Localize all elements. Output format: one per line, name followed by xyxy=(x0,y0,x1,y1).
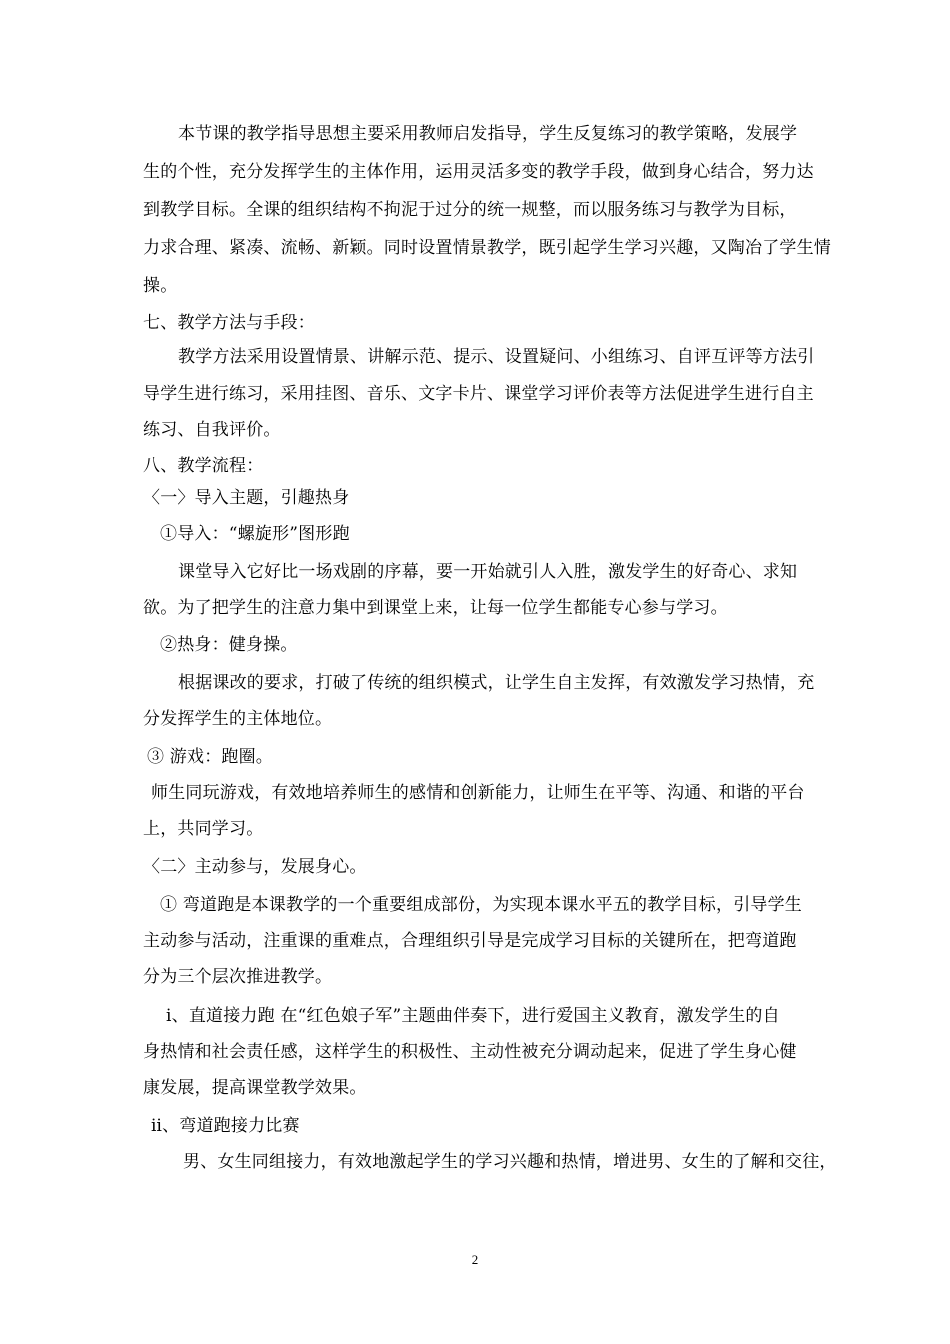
text-line: 分发挥学生的主体地位。 xyxy=(143,709,333,729)
text-line: 根据课改的要求，打破了传统的组织模式，让学生自主发挥，有效激发学习热情，充 xyxy=(178,673,815,693)
page-number: 2 xyxy=(471,1252,479,1267)
text-line: 分为三个层次推进教学。 xyxy=(143,967,333,987)
section-heading: 七、教学方法与手段： xyxy=(143,313,315,333)
text-line: ① 弯道跑是本课教学的一个重要组成部份，为实现本课水平五的教学目标，引导学生 xyxy=(160,895,803,915)
text-line: 男、女生同组接力，有效地激起学生的学习兴趣和热情，增进男、女生的了解和交往， xyxy=(183,1152,837,1172)
text-line: 教学方法采用设置情景、讲解示范、提示、设置疑问、小组练习、自评互评等方法引 xyxy=(178,347,815,367)
text-line: 身热情和社会责任感，这样学生的积极性、主动性被充分调动起来，促进了学生身心健 xyxy=(143,1042,797,1062)
item-heading: ⅱ、弯道跑接力比赛 xyxy=(151,1116,300,1136)
section-heading: 八、教学流程： xyxy=(143,456,264,476)
subsection-heading: 〈二〉主动参与，发展身心。 xyxy=(143,857,367,877)
item-heading: ②热身：健身操。 xyxy=(160,635,298,655)
text-line: 师生同玩游戏，有效地培养师生的感情和创新能力，让师生在平等、沟通、和谐的平台 xyxy=(151,783,805,803)
subsection-heading: 〈一〉导入主题，引趣热身 xyxy=(143,488,350,508)
text-line: 欲。为了把学生的注意力集中到课堂上来，让每一位学生都能专心参与学习。 xyxy=(143,598,728,618)
text-line: 上，共同学习。 xyxy=(143,819,264,839)
item-heading: ③ 游戏：跑圈。 xyxy=(147,747,274,767)
text-line: ⅰ、直道接力跑 在“红色娘子军”主题曲伴奏下，进行爱国主义教育，激发学生的自 xyxy=(166,1006,780,1026)
text-line: 康发展，提高课堂教学效果。 xyxy=(143,1078,367,1098)
text-line: 主动参与活动，注重课的重难点，合理组织引导是完成学习目标的关键所在，把弯道跑 xyxy=(143,931,797,951)
text-line: 操。 xyxy=(143,276,178,296)
text-line: 练习、自我评价。 xyxy=(143,420,281,440)
text-line: 力求合理、紧凑、流畅、新颖。同时设置情景教学，既引起学生学习兴趣，又陶冶了学生情 xyxy=(143,238,831,258)
text-line: 导学生进行练习，采用挂图、音乐、文字卡片、课堂学习评价表等方法促进学生进行自主 xyxy=(143,384,814,404)
text-line: 生的个性，充分发挥学生的主体作用，运用灵活多变的教学手段，做到身心结合，努力达 xyxy=(143,162,814,182)
item-heading: ①导入：“螺旋形”图形跑 xyxy=(160,524,350,544)
text-line: 到教学目标。全课的组织结构不拘泥于过分的统一规整，而以服务练习与教学为目标， xyxy=(143,200,797,220)
text-line: 本节课的教学指导思想主要采用教师启发指导，学生反复练习的教学策略，发展学 xyxy=(178,124,798,144)
text-line: 课堂导入它好比一场戏剧的序幕，要一开始就引人入胜，激发学生的好奇心、求知 xyxy=(178,562,798,582)
